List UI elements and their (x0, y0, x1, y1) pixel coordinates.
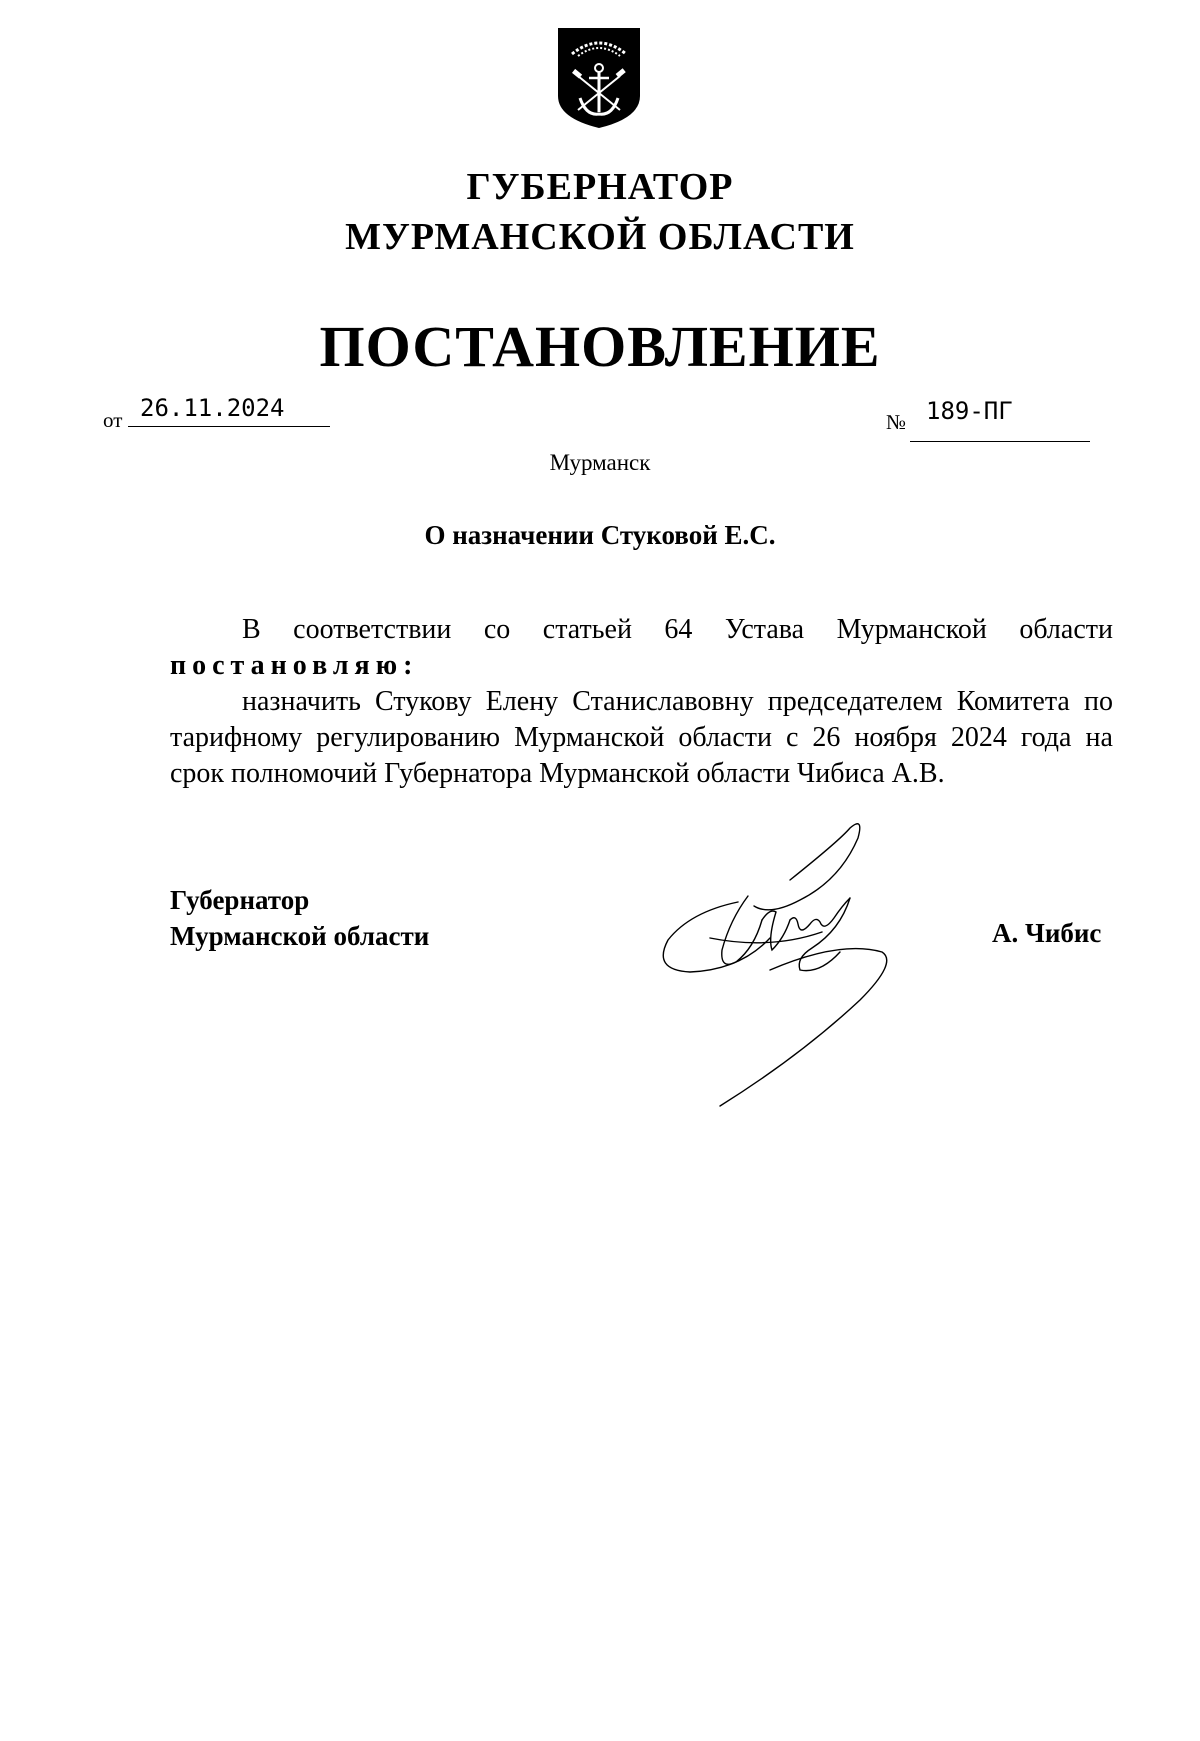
document-type-title: ПОСТАНОВЛЕНИЕ (319, 314, 881, 379)
word: назначить (242, 686, 361, 717)
word: Станиславовну (572, 686, 754, 717)
word: ноября (854, 722, 937, 753)
number-prefix: № (886, 410, 907, 434)
coat-of-arms-icon (556, 26, 642, 130)
signatory-title-line2: Мурманской области (170, 921, 430, 951)
document-date: 26.11.2024 (140, 394, 285, 422)
authority-title-line2: МУРМАНСКОЙ ОБЛАСТИ (345, 216, 855, 258)
word: Комитета (956, 686, 1070, 717)
word: статьей (542, 614, 632, 645)
resolution-line2 (170, 720, 1113, 756)
resolve-keyword: постановляю: (170, 650, 419, 681)
preamble-paragraph (170, 612, 1113, 684)
word: области (678, 722, 772, 753)
word: председателем (767, 686, 943, 717)
word: Устава (724, 614, 805, 645)
word: по (1083, 686, 1113, 717)
signatory-title-line1: Губернатор (170, 885, 310, 915)
word: на (1085, 722, 1113, 753)
word: тарифному (170, 722, 303, 753)
word: Мурманской (836, 614, 987, 645)
word: 2024 (950, 722, 1007, 753)
handwritten-signature (650, 820, 940, 1110)
word: Мурманской (514, 722, 665, 753)
word: года (1020, 722, 1072, 753)
word: области (1019, 614, 1113, 645)
word: с (785, 722, 799, 753)
preamble-line1 (170, 612, 1113, 648)
number-underline (910, 441, 1090, 442)
resolution-paragraph (170, 684, 1113, 792)
resolution-line3: срок полномочий Губернатора Мурманской области Чибиса А.В. (170, 758, 945, 789)
signatory-title (170, 882, 429, 954)
word: 26 (812, 722, 841, 753)
city-name: Мурманск (549, 450, 651, 475)
resolution-line1 (170, 684, 1113, 720)
word: В (242, 614, 261, 645)
authority-title-line1: ГУБЕРНАТОР (466, 166, 734, 208)
word: со (483, 614, 511, 645)
document-subject: О назначении Стуковой Е.С. (424, 520, 776, 550)
signatory-name: А. Чибис (992, 918, 1102, 948)
word: соответствии (293, 614, 452, 645)
word: 64 (664, 614, 693, 645)
document-number: 189-ПГ (926, 397, 1013, 425)
word: регулированию (316, 722, 501, 753)
date-underline (128, 426, 330, 427)
word: Стукову (374, 686, 472, 717)
date-prefix: от (103, 408, 123, 432)
word: Елену (485, 686, 559, 717)
